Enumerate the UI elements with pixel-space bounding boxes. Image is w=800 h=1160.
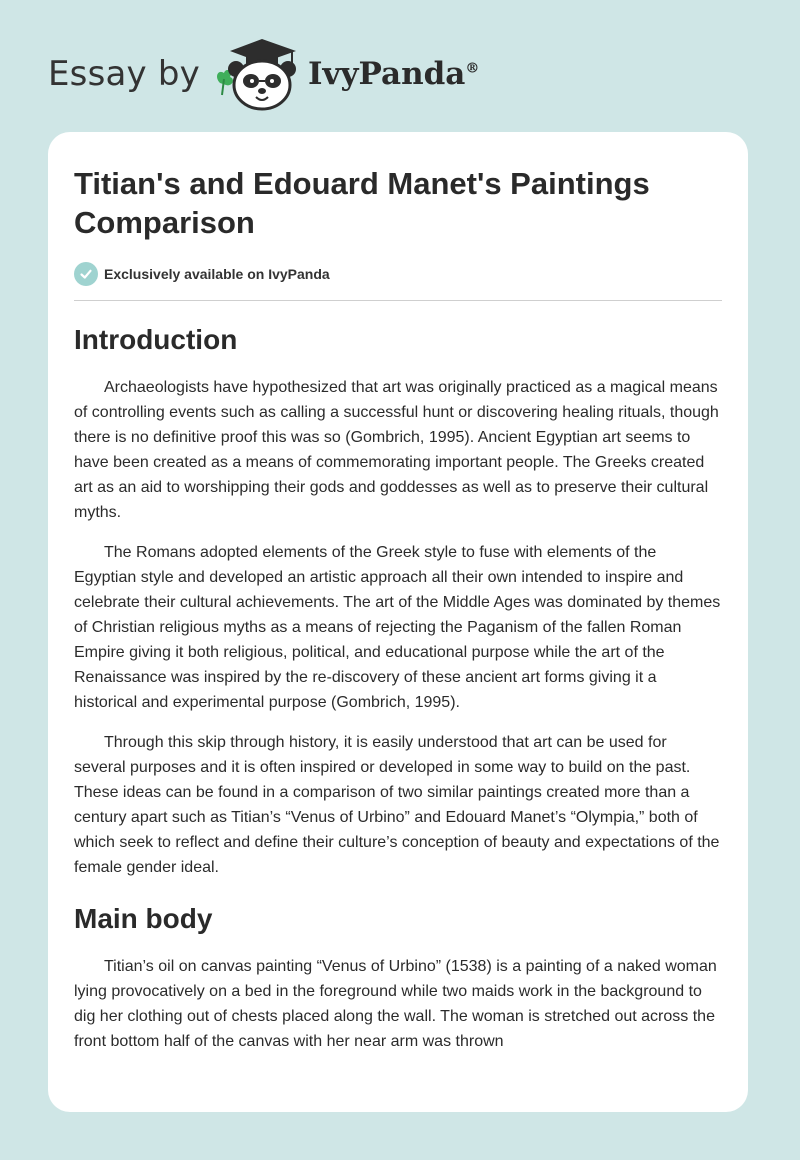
essay-card: [48, 132, 748, 1112]
paragraph: Archaeologists have hypothesized that art was originally practiced as a magical means of controlling events such as calling a successful hunt or discovering healing rituals, though there is no definitive proof this was so (Gombrich, 1995). Ancient Egyptian art seems to have been created as a means of commemorating important people. The Greeks created art as an aid to worshipping their gods and goddesses as well as to preserve their cultural myths.: [74, 379, 719, 521]
exclusive-badge: [74, 262, 722, 301]
paragraph: The Romans adopted elements of the Greek style to fuse with elements of the Egyptian style and developed an artistic approach all their own intended to inspire and celebrate their cultural achievements. The art of the Middle Ages was dominated by themes of Christian religious myths as a means of rejecting the Paganism of the fallen Roman Empire giving it both religious, political, and educational purpose while the art of the Renaissance was inspired by the re-discovery of these ancient art forms giving it a historical and experimental purpose (Gombrich, 1995).: [74, 544, 721, 711]
section-introduction: [74, 323, 722, 880]
brand-name[interactable]: [308, 56, 479, 92]
exclusive-badge-text: Exclusively available on IvyPanda: [104, 266, 330, 282]
section-heading: Introduction: [74, 324, 238, 355]
panda-graduate-icon[interactable]: [212, 37, 304, 111]
paragraph: Through this skip through history, it is easily understood that art can be used for several purposes and it is often inspired or developed in some way to build on the past. These ideas can be found in a comparison of two similar paintings created more than a century apart such as Titian’s “Venus of Urbino” and Edouard Manet’s “Olympia,” both of which seek to reflect and define their culture’s conception of beauty and expectations of the female gender ideal.: [74, 734, 720, 876]
brand-prefix: Essay by: [48, 54, 200, 94]
check-circle-icon: [74, 262, 98, 286]
brand-header: [48, 34, 479, 114]
section-main-body: [74, 902, 722, 1054]
paragraph: Titian’s oil on canvas painting “Venus of Urbino” (1538) is a painting of a naked woman lying provocatively on a bed in the foreground while two maids work in the background to dig her clothing out of chests placed along the wall. The woman is stretched out across the front bottom half of the canvas with her near arm was thrown: [74, 958, 717, 1050]
section-heading: Main body: [74, 903, 213, 934]
page-title: Titian's and Edouard Manet's Paintings Comparison: [74, 166, 650, 240]
brand-name-text: IvyPanda: [307, 56, 466, 92]
registered-mark: ®: [465, 60, 480, 77]
